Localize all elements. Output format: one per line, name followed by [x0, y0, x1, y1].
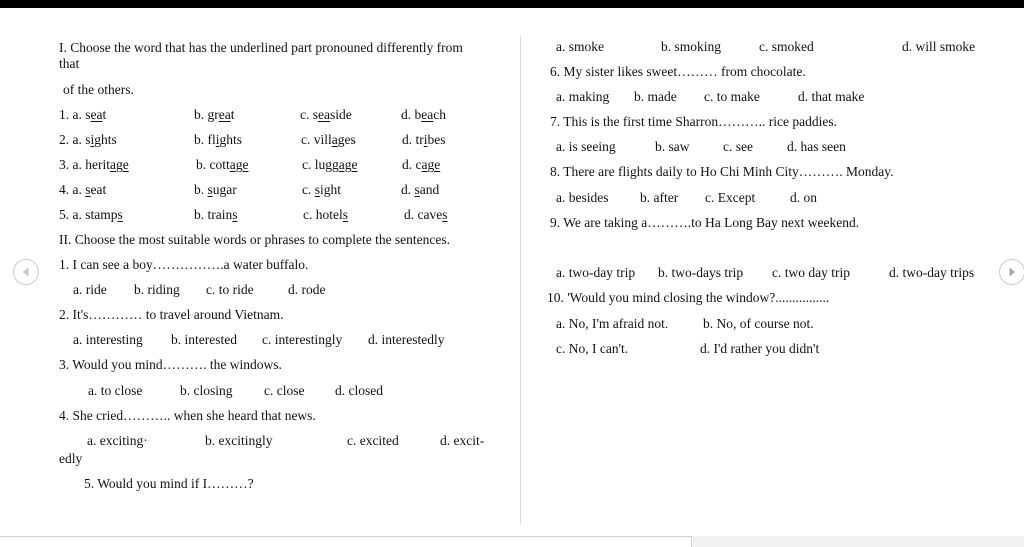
s1-q3-option-b: b. cottage	[196, 157, 249, 172]
s2-q8-option-c: c. Except	[705, 190, 756, 205]
s2-q5-option-c: c. smoked	[759, 39, 814, 54]
s2-q3-option-b: b. closing	[180, 383, 233, 398]
s2-q2-text: 2. It's………… to travel around Vietnam.	[59, 307, 284, 322]
s1-q4-option-b: b. sugar	[194, 182, 237, 197]
s2-q6-option-a: a. making	[556, 89, 610, 104]
s1-q3-option-a: 3. a. heritage	[59, 157, 129, 172]
s1-q5-option-d: d. caves	[404, 207, 448, 222]
s2-q6-option-d: d. that make	[798, 89, 865, 104]
s2-q5-option-b: b. smoking	[661, 39, 722, 54]
s2-q3-option-a: a. to close	[88, 383, 143, 398]
s2-q2-option-a: a. interesting	[73, 332, 143, 347]
s2-q3-text: 3. Would you mind………. the windows.	[59, 357, 282, 372]
s2-q7-option-d: d. has seen	[787, 139, 846, 154]
s2-q10-text: 10. 'Would you mind closing the window?................	[547, 290, 830, 305]
section1-heading-end: of the others.	[63, 82, 134, 97]
s2-q7-text: 7. This is the first time Sharron……….. rice paddies.	[550, 114, 837, 129]
s2-q2-option-b: b. interested	[171, 332, 237, 347]
s1-q5-option-b: b. trains	[194, 207, 238, 222]
s2-q10-option-c: c. No, I can't.	[556, 341, 629, 356]
prev-page-button[interactable]	[13, 259, 39, 285]
s2-q1-option-c: c. to ride	[206, 282, 254, 297]
s1-q3-option-d: d. cage	[402, 157, 441, 172]
s2-q5-option-d: d. will smoke	[902, 39, 976, 54]
s2-q3-option-c: c. close	[264, 383, 305, 398]
bottom-panel	[692, 536, 1024, 547]
s2-q8-option-a: a. besides	[556, 190, 609, 205]
bottom-input-area[interactable]	[0, 536, 692, 547]
top-bar	[0, 0, 1024, 8]
s2-q8-option-d: d. on	[790, 190, 817, 205]
s2-q9-option-a: a. two-day trip	[556, 265, 636, 280]
s2-q9-option-d: d. two-day trips	[889, 265, 975, 280]
s1-q1-option-b: b. great	[194, 107, 235, 122]
s2-q4-option-b: b. excitingly	[205, 433, 273, 448]
s2-q3-option-d: d. closed	[335, 383, 383, 398]
s2-q1-option-d: d. rode	[288, 282, 326, 297]
s2-q5-option-a: a. smoke	[556, 39, 604, 54]
s2-q8-text: 8. There are flights daily to Ho Chi Minh City………. Monday.	[550, 164, 894, 179]
s2-q7-option-c: c. see	[723, 139, 753, 154]
s2-q4-option-c: c. excited	[347, 433, 399, 448]
s1-q2-option-d: d. tribes	[402, 132, 446, 147]
s1-q1-option-d: d. beach	[401, 107, 446, 122]
s2-q1-option-a: a. ride	[73, 282, 107, 297]
s2-q7-option-b: b. saw	[655, 139, 690, 154]
s2-q10-option-b: b. No, of course not.	[703, 316, 814, 331]
s1-q4-option-d: d. sand	[401, 182, 440, 197]
s2-q6-option-b: b. made	[634, 89, 677, 104]
s1-q2-option-c: c. villages	[301, 132, 356, 147]
chevron-left-icon	[20, 266, 32, 278]
s1-q4-option-a: 4. a. seat	[59, 182, 107, 197]
s2-q9-text: 9. We are taking a……….to Ha Long Bay next weekend.	[550, 215, 860, 230]
s2-q2-option-d: d. interestedly	[368, 332, 445, 347]
s2-q6-text: 6. My sister likes sweet……… from chocolate.	[550, 64, 806, 79]
section1-heading-wrap: that	[59, 56, 80, 71]
s1-q2-option-b: b. flights	[194, 132, 243, 147]
s1-q3-option-c: c. luggage	[302, 157, 358, 172]
s1-q4-option-c: c. sight	[302, 182, 342, 197]
s2-q1-text: 1. I can see a boy…………….a water buffalo.	[59, 257, 309, 272]
next-page-button[interactable]	[999, 259, 1024, 285]
s2-q6-option-c: c. to make	[704, 89, 760, 104]
section2-heading: II. Choose the most suitable words or phrases to complete the sentences.	[59, 232, 451, 247]
s2-q9-option-b: b. two-days trip	[658, 265, 744, 280]
s1-q1-option-a: 1. a. seat	[59, 107, 107, 122]
s2-q4-option-d-wrap: edly	[59, 451, 83, 466]
s1-q1-option-c: c. seaside	[300, 107, 352, 122]
chevron-right-icon	[1006, 266, 1018, 278]
s2-q1-option-b: b. riding	[134, 282, 180, 297]
section1-heading: I. Choose the word that has the underlined part pronouned differently from	[59, 40, 463, 55]
s2-q7-option-a: a. is seeing	[556, 139, 616, 154]
s1-q2-option-a: 2. a. sights	[59, 132, 117, 147]
s2-q10-option-d: d. I'd rather you didn't	[700, 341, 820, 356]
worksheet-page	[0, 8, 1024, 538]
s2-q4-option-a: a. exciting·	[87, 433, 148, 448]
column-divider	[520, 36, 521, 524]
s2-q9-option-c: c. two day trip	[772, 265, 850, 280]
s2-q5-text: 5. Would you mind if I………?	[84, 476, 254, 491]
s1-q5-option-a: 5. a. stamps	[59, 207, 123, 222]
s2-q2-option-c: c. interestingly	[262, 332, 343, 347]
s2-q4-option-d: d. excit-	[440, 433, 485, 448]
s2-q8-option-b: b. after	[640, 190, 679, 205]
s1-q5-option-c: c. hotels	[303, 207, 349, 222]
s2-q4-text: 4. She cried……….. when she heard that news.	[59, 408, 316, 423]
s2-q10-option-a: a. No, I'm afraid not.	[556, 316, 669, 331]
